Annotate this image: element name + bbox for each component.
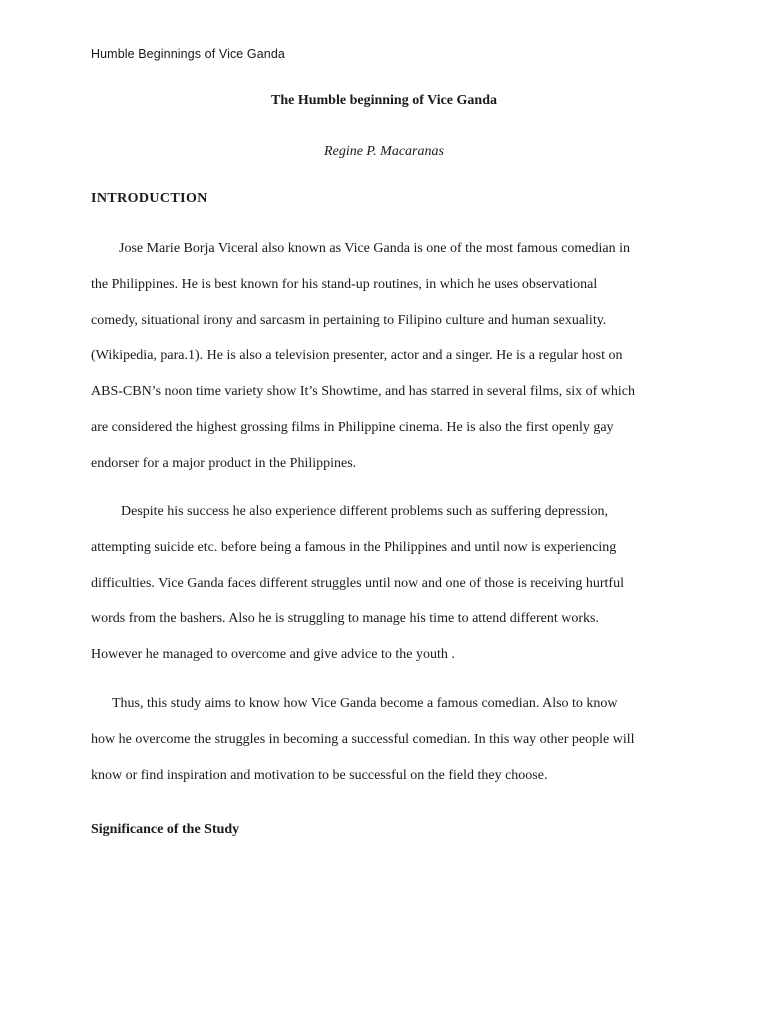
paragraph-line: Thus, this study aims to know how Vice Ganda become a famous comedian. Also to know xyxy=(112,696,618,711)
paragraph-line: words from the bashers. Also he is struggling to manage his time to attend different works. xyxy=(91,611,599,627)
paragraph-1 xyxy=(91,231,677,482)
paragraph-2 xyxy=(91,494,677,673)
paragraph-line: Jose Marie Borja Viceral also known as Vice Ganda is one of the most famous comedian in xyxy=(119,241,631,256)
paragraph-line: difficulties. Vice Ganda faces different struggles until now and one of those is receiving hurtful xyxy=(91,575,624,591)
paragraph-line: the Philippines. He is best known for his stand-up routines, in which he uses observational xyxy=(91,276,598,292)
paragraph-line: attempting suicide etc. before being a famous in the Philippines and until now is experiencing xyxy=(91,539,617,555)
paragraph-line: how he overcome the struggles in becoming a successful comedian. In this way other people will xyxy=(91,731,635,747)
running-head: Humble Beginnings of Vice Ganda xyxy=(91,47,285,61)
paragraph-line: endorser for a major product in the Philippines. xyxy=(91,455,357,471)
section-heading-significance: Significance of the Study xyxy=(91,822,240,837)
author-name: Regine P. Macaranas xyxy=(324,144,444,159)
paragraph-line: (Wikipedia, para.1). He is also a television presenter, actor and a singer. He is a regular host on xyxy=(91,348,623,364)
section-heading-introduction: INTRODUCTION xyxy=(91,191,208,206)
paragraph-line: However he managed to overcome and give advice to the youth . xyxy=(91,647,455,663)
paragraph-3 xyxy=(91,686,677,793)
paragraph-line: are considered the highest grossing films in Philippine cinema. He is also the first openly gay xyxy=(91,419,614,435)
paragraph-line: ABS-CBN’s noon time variety show It’s Showtime, and has starred in several films, six of which xyxy=(91,384,635,400)
page-title: The Humble beginning of Vice Ganda xyxy=(271,93,497,108)
paragraph-line: comedy, situational irony and sarcasm in pertaining to Filipino culture and human sexuality. xyxy=(91,312,607,328)
paragraph-line: know or find inspiration and motivation to be successful on the field they choose. xyxy=(91,767,548,783)
paragraph-line: Despite his success he also experience different problems such as suffering depression, xyxy=(121,504,609,519)
